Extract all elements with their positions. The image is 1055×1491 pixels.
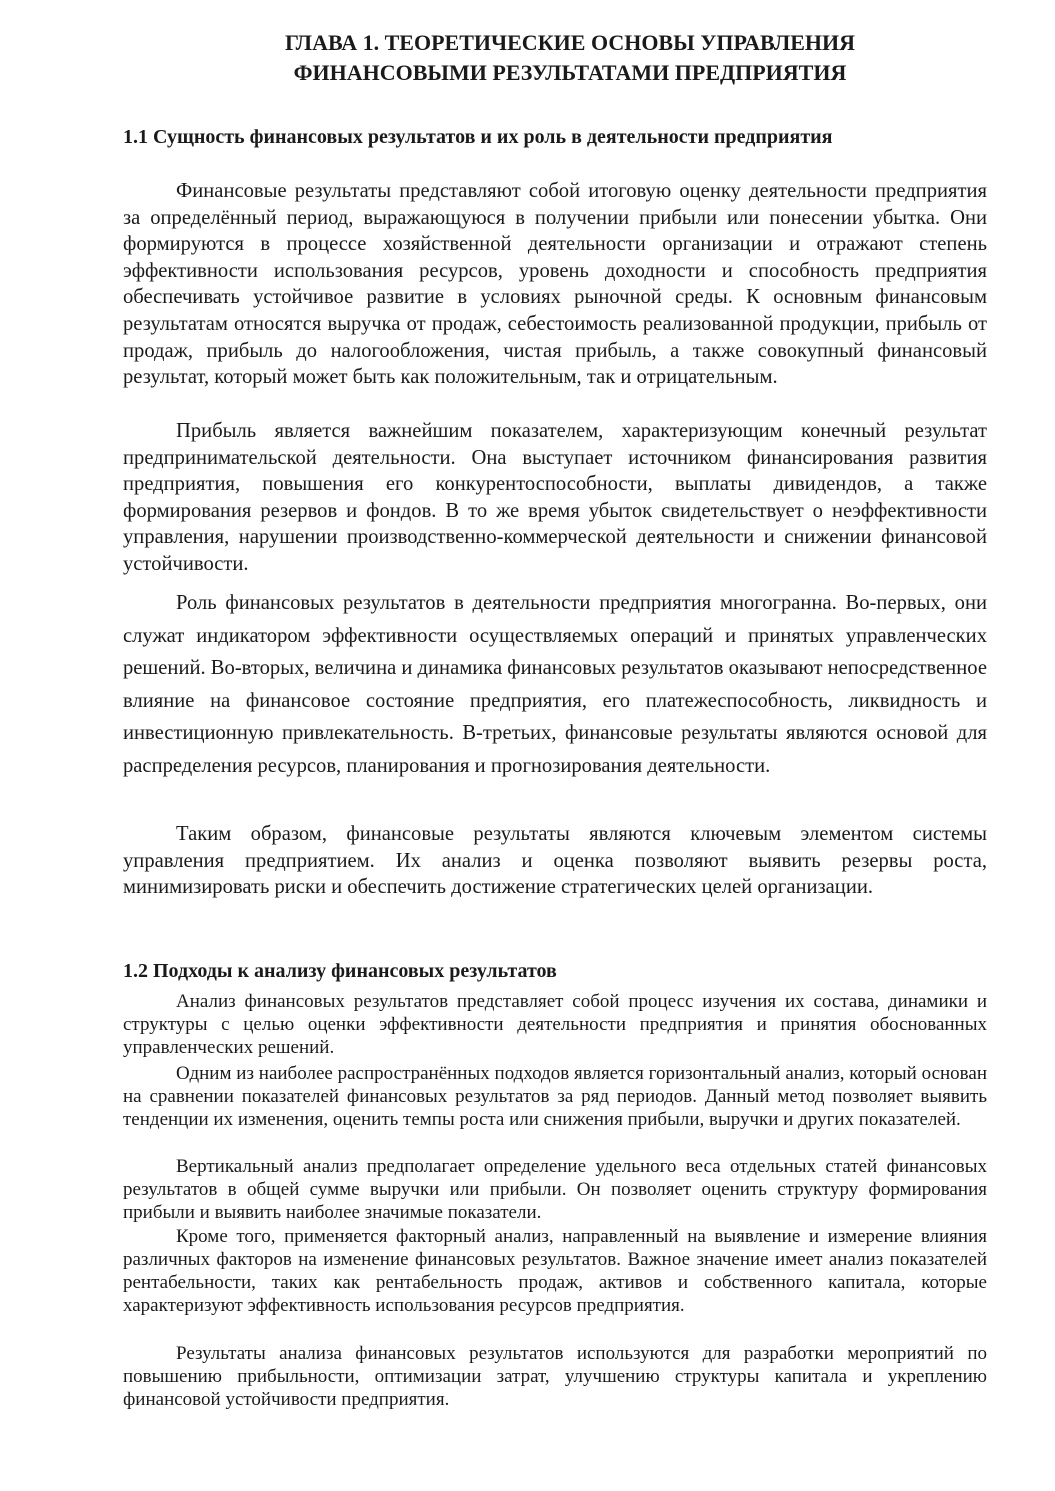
chapter-title-line-1: ГЛАВА 1. ТЕОРЕТИЧЕСКИЕ ОСНОВЫ УПРАВЛЕНИЯ — [285, 30, 855, 55]
section-1-paragraph-2: Прибыль является важнейшим показателем, характеризующим конечный результат предпринимательской деятельности. Она выступает источником финансирования развития предприятия, повышения его конкурентоспособности, выплаты дивидендов, а также формирования резервов и фондов. В то же время убыток свидетельствует о неэффективности управления, нарушении производственно-коммерческой деятельности и снижении финансовой устойчивости. — [123, 420, 987, 575]
section-heading-1-1: 1.1 Сущность финансовых результатов и их роль в деятельности предприятия — [123, 126, 833, 148]
section-1-paragraph-1: Финансовые результаты представляют собой итоговую оценку деятельности предприятия за определённый период, выражающуюся в получении прибыли или понесении убытка. Они формируются в процессе хозяйственной деятельности организации и отражают степень эффективности использования ресурсов, уровень доходности и способность предприятия обеспечивать устойчивое развитие в условиях рыночной среды. К основным финансовым результатам относятся выручка от продаж, себестоимость реализованной продукции, прибыль от продаж, прибыль до налогообложения, чистая прибыль, а также совокупный финансовый результат, который может быть как положительным, так и отрицательным. — [123, 180, 987, 389]
section-2-paragraph-4: Кроме того, применяется факторный анализ, направленный на выявление и измерение влияния различных факторов на изменение финансовых результатов. Важное значение имеет анализ показателей рентабельности, таких как рентабельность продаж, активов и собственного капитала, которые характеризуют эффективность использования ресурсов предприятия. — [123, 1226, 987, 1316]
section-2-paragraph-3: Вертикальный анализ предполагает определение удельного веса отдельных статей финансовых результатов в общей сумме выручки или прибыли. Он позволяет оценить структуру формирования прибыли и выявить наиболее значимые показатели. — [123, 1156, 987, 1223]
section-2-paragraph-5: Результаты анализа финансовых результатов используются для разработки мероприятий по повышению прибыльности, оптимизации затрат, улучшению структуры капитала и укреплению финансовой устойчивости предприятия. — [123, 1343, 987, 1410]
chapter-title — [100, 28, 1040, 88]
section-2-paragraph-2: Одним из наиболее распространённых подходов является горизонтальный анализ, который основан на сравнении показателей финансовых результатов за ряд периодов. Данный метод позволяет выявить тенденции их изменения, оценить темпы роста или снижения прибыли, выручки и других показателей. — [123, 1063, 987, 1130]
section-1-paragraph-4: Таким образом, финансовые результаты являются ключевым элементом системы управления предприятием. Их анализ и оценка позволяют выявить резервы роста, минимизировать риски и обеспечить достижение стратегических целей организации. — [123, 823, 987, 899]
section-1-paragraph-3: Роль финансовых результатов в деятельности предприятия многогранна. Во-первых, они служат индикатором эффективности осуществляемых операций и принятых управленческих решений. Во-вторых, величина и динамика финансовых результатов оказывают непосредственное влияние на финансовое состояние предприятия, его платежеспособность, ликвидность и инвестиционную привлекательность. В-третьих, финансовые результаты являются основой для распределения ресурсов, планирования и прогнозирования деятельности. — [123, 592, 988, 777]
chapter-title-line-2: ФИНАНСОВЫМИ РЕЗУЛЬТАТАМИ ПРЕДПРИЯТИЯ — [293, 60, 847, 85]
section-2-paragraph-1: Анализ финансовых результатов представляет собой процесс изучения их состава, динамики и структуры с целью оценки эффективности деятельности предприятия и принятия обоснованных управленческих решений. — [123, 991, 987, 1058]
section-heading-1-2: 1.2 Подходы к анализу финансовых результатов — [123, 960, 557, 982]
